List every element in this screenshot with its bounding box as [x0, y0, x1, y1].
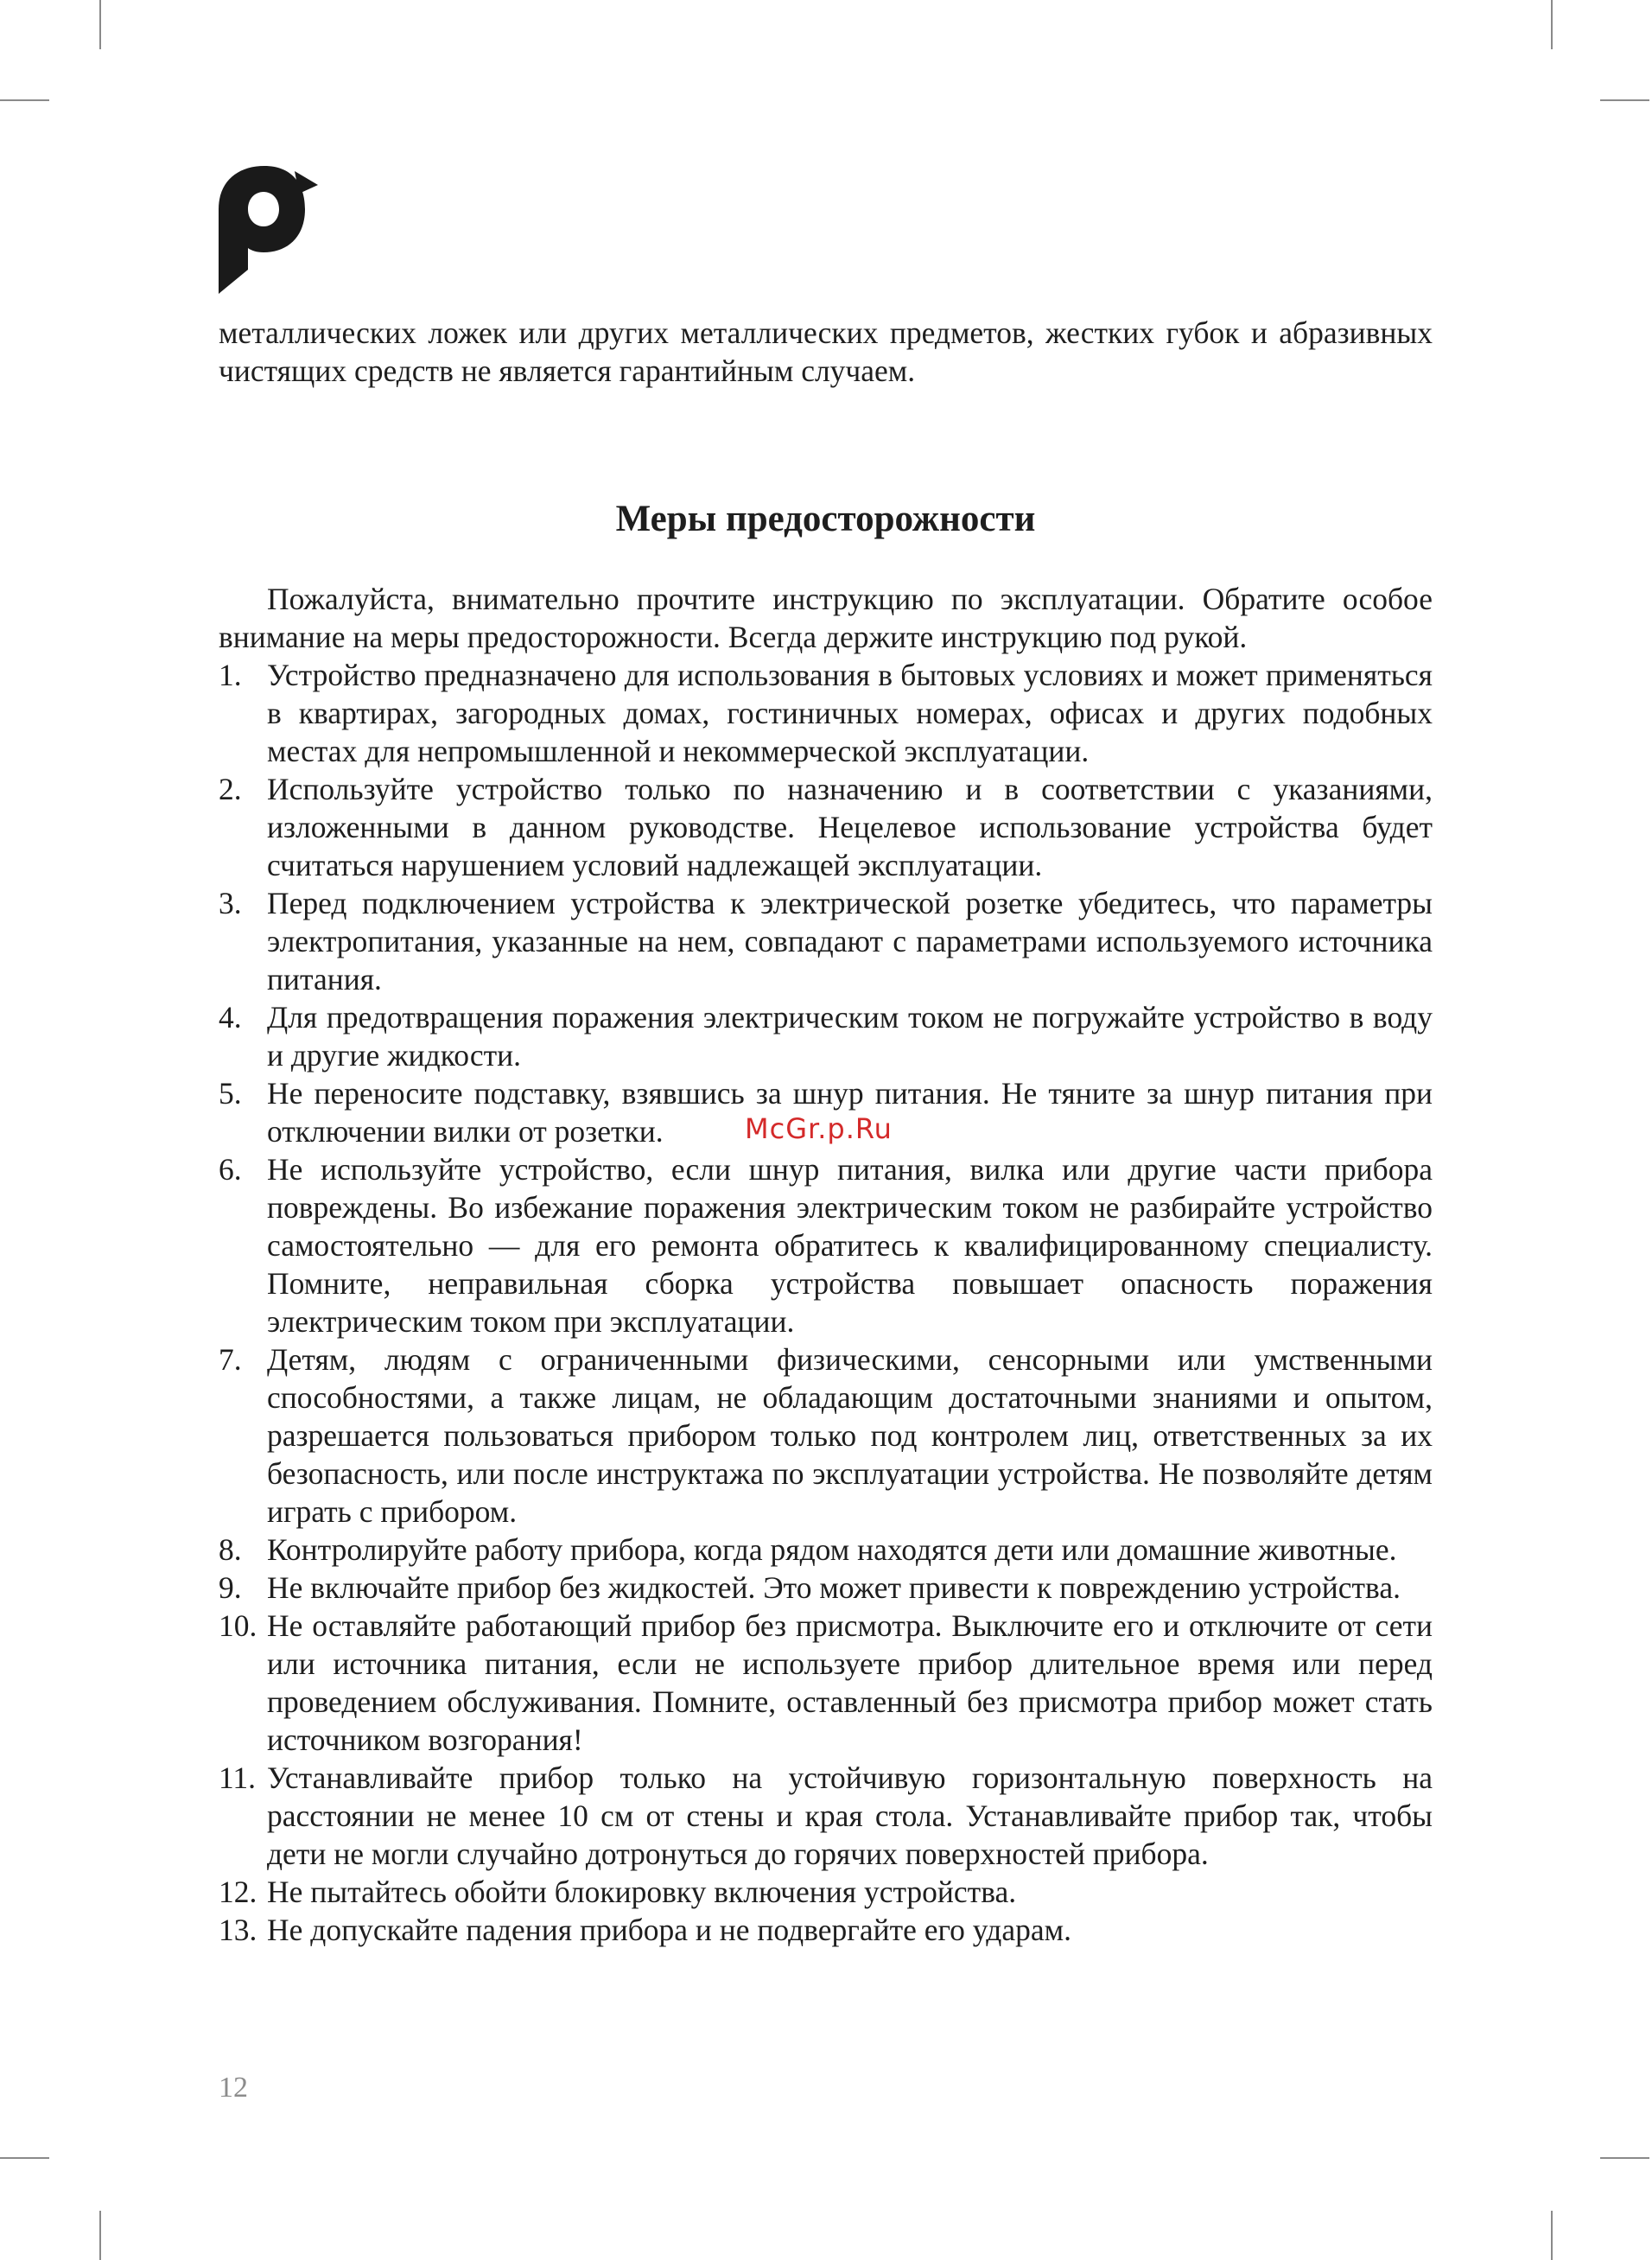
watermark: McGr.p.Ru: [745, 1112, 893, 1145]
list-item: [219, 998, 1433, 1074]
item-text: Не переносите подставку, взявшись за шнур питания. Не тяните за шнур питания при отключении вилки от розетки.: [267, 1076, 1433, 1149]
list-item: [219, 1569, 1433, 1607]
item-number: 1.: [219, 658, 242, 692]
item-text: Не оставляйте работающий прибор без присмотра. Выключите его и отключите от сети или источника питания, если не используете прибор длительное время или перед проведением обслуживания. Помните, оставленный без присмотра прибор может стать источником возгорания!: [267, 1608, 1433, 1757]
item-number: 12.: [219, 1875, 257, 1909]
continuation-paragraph: [219, 314, 1433, 390]
list-item: [219, 1340, 1433, 1531]
precautions-list: [219, 656, 1433, 1949]
item-text: Контролируйте работу прибора, когда рядом находятся дети или домашние животные.: [267, 1532, 1397, 1567]
list-item: [219, 1150, 1433, 1340]
item-text: Перед подключением устройства к электрической розетке убедитесь, что параметры электропитания, указанные на нем, совпадают с параметрами используемого источника питания.: [267, 886, 1433, 996]
item-text: Не используйте устройство, если шнур питания, вилка или другие части прибора повреждены. Во избежание поражения электрическим током не разбирайте устройство самостоятельно — для его ремонта обратитесь к квалифицированному специалисту. Помните, неправильная сборка устройства повышает опасность поражения электрическим током при эксплуатации.: [267, 1152, 1433, 1339]
crop-mark: [1600, 2157, 1649, 2159]
crop-mark: [0, 2157, 49, 2159]
crop-mark: [99, 0, 101, 49]
item-number: 2.: [219, 772, 242, 806]
section-body: [219, 580, 1433, 1949]
brand-logo-icon: [219, 166, 318, 294]
item-text: Не включайте прибор без жидкостей. Это может привести к повреждению устройства.: [267, 1570, 1401, 1605]
list-item: [219, 1607, 1433, 1759]
crop-mark: [0, 99, 49, 101]
list-item: [219, 1759, 1433, 1873]
crop-mark: [1551, 0, 1553, 49]
item-text: Не допускайте падения прибора и не подвергайте его ударам.: [267, 1913, 1071, 1947]
crop-mark: [1600, 99, 1649, 101]
list-item: [219, 656, 1433, 770]
item-number: 4.: [219, 1000, 242, 1035]
item-number: 11.: [219, 1760, 257, 1795]
crop-mark: [1551, 2211, 1553, 2260]
item-number: 7.: [219, 1342, 242, 1377]
page-number: 12: [219, 2072, 248, 2104]
list-item: [219, 1911, 1433, 1949]
continuation-text: металлических ложек или других металлических предметов, жестких губок и абразивных чистящих средств не является гарантийным случаем.: [219, 315, 1433, 388]
item-number: 9.: [219, 1570, 242, 1605]
item-number: 6.: [219, 1152, 242, 1187]
item-text: Используйте устройство только по назначению и в соответствии с указаниями, изложенными в данном руководстве. Нецелевое использование устройства будет считаться нарушением условий надлежащей эксплуатации.: [267, 772, 1433, 882]
item-text: Устанавливайте прибор только на устойчивую горизонтальную поверхность на расстоянии не менее 10 см от стены и края стола. Устанавливайте прибор так, чтобы дети не могли случайно дотронуться до горячих поверхностей прибора.: [267, 1760, 1433, 1871]
item-number: 13.: [219, 1913, 257, 1947]
list-item: [219, 1531, 1433, 1569]
list-item: [219, 770, 1433, 884]
item-text: Детям, людям с ограниченными физическими, сенсорными или умственными способностями, а также лицам, не обладающим достаточными знаниями и опытом, разрешается пользоваться прибором только под контролем лиц, ответственных за их безопасность, или после инструктажа по эксплуатации устройства. Не позволяйте детям играть с прибором.: [267, 1342, 1433, 1529]
section-heading: Меры предосторожности: [615, 499, 1036, 539]
item-text: Устройство предназначено для использования в бытовых условиях и может применяться в квартирах, загородных домах, гостиничных номерах, офисах и других подобных местах для непромышленной и некоммерческой эксплуатации.: [267, 658, 1433, 768]
item-number: 3.: [219, 886, 242, 920]
list-item: [219, 1873, 1433, 1911]
item-number: 8.: [219, 1532, 242, 1567]
list-item: [219, 884, 1433, 998]
item-text: Не пытайтесь обойти блокировку включения устройства.: [267, 1875, 1017, 1909]
item-text: Для предотвращения поражения электрическим током не погружайте устройство в воду и другие жидкости.: [267, 1000, 1433, 1073]
item-number: 5.: [219, 1076, 242, 1111]
crop-mark: [99, 2211, 101, 2260]
intro-paragraph: Пожалуйста, внимательно прочтите инструкцию по эксплуатации. Обратите особое внимание на меры предосторожности. Всегда держите инструкцию под рукой.: [219, 582, 1433, 654]
item-number: 10.: [219, 1608, 257, 1643]
